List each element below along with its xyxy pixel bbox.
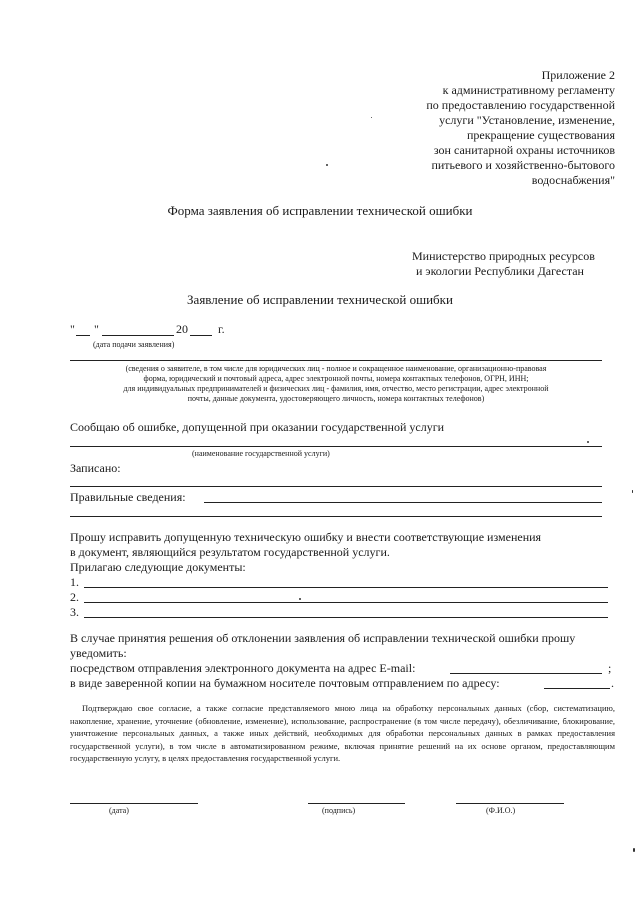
scan-speck (587, 441, 589, 443)
applicant-caption-line: для индивидуальных предпринимателей и физических лиц - фамилия, имя, отчество, место регистрации, адрес электронной (123, 384, 549, 393)
attachment-number: 1. (70, 575, 79, 589)
post-end: . (611, 676, 614, 690)
rejection-line: уведомить: (70, 646, 127, 660)
service-name-caption: (наименование государственной услуги) (192, 449, 330, 458)
request-line: Прошу исправить допущенную техническую ошибку и внести соответствующие изменения (70, 530, 542, 544)
scan-speck (326, 164, 328, 166)
scan-speck (632, 490, 633, 493)
scan-speck (299, 598, 301, 600)
written-label: Записано: (70, 461, 121, 475)
attachment-field-1[interactable] (84, 587, 608, 588)
attachment-field-2[interactable] (84, 602, 608, 603)
form-title: Форма заявления об исправлении технической ошибки (167, 203, 473, 218)
rejection-block (70, 631, 620, 661)
year-suffix: г. (218, 322, 225, 336)
correct-field-2[interactable] (70, 516, 602, 517)
appendix-line: прекращение существования (466, 128, 615, 142)
fio-caption: (Ф.И.О.) (486, 806, 516, 815)
signature-caption: (подпись) (322, 806, 356, 815)
post-address-field[interactable] (544, 688, 610, 689)
appendix-line: к административному регламенту (442, 83, 615, 97)
post-label: в виде заверенной копии на бумажном носителе почтовым отправлением по адресу: (70, 676, 500, 690)
attachment-list (70, 575, 615, 620)
appendix-line: услуги "Установление, изменение, (439, 113, 615, 127)
attachment-number: 3. (70, 605, 79, 619)
email-label: посредством отправления электронного документа на адрес E-mail: (70, 661, 416, 675)
applicant-field[interactable] (70, 360, 602, 361)
correct-label: Правильные сведения: (70, 490, 186, 504)
post-row (70, 676, 620, 691)
date-signature-caption: (дата) (109, 806, 129, 815)
service-name-field[interactable] (70, 446, 602, 447)
correct-field-1[interactable] (204, 502, 602, 503)
quote-open: " (70, 322, 75, 336)
attachment-field-3[interactable] (84, 617, 608, 618)
applicant-caption-line: форма, юридический и почтовый адреса, адрес электронной почты, номера контактных телефонов, ОГРН, ИНН; (143, 374, 529, 383)
appendix-line: питьевого и хозяйственно-бытового (431, 158, 615, 172)
year-prefix: 20 (176, 322, 188, 336)
appendix-block (295, 68, 615, 188)
day-field[interactable] (76, 335, 90, 336)
request-line: в документ, являющийся результатом государственной услуги. (70, 545, 390, 559)
appendix-line: по предоставлению государственной (426, 98, 615, 112)
addressee-line: и экологии Республики Дагестан (416, 264, 584, 278)
signature-field[interactable] (308, 803, 405, 804)
error-report-text: Сообщаю об ошибке, допущенной при оказании государственной услуги (70, 420, 445, 434)
applicant-caption-line: почты, данные документа, удостоверяющего личность, номера контактных телефонов) (187, 394, 485, 403)
month-field[interactable] (102, 335, 174, 336)
statement-title: Заявление об исправлении технической ошибки (187, 292, 453, 307)
date-caption: (дата подачи заявления) (93, 340, 175, 349)
year-field[interactable] (190, 335, 212, 336)
written-field[interactable] (70, 486, 602, 487)
fio-field[interactable] (456, 803, 564, 804)
appendix-line: зон санитарной охраны источников (433, 143, 615, 157)
quote-close: " (94, 322, 99, 336)
addressee-line: Министерство природных ресурсов (412, 249, 595, 263)
attachment-number: 2. (70, 590, 79, 604)
consent-paragraph: Подтверждаю свое согласие, а также согласие представляемого мною лица на обработку персональных данных (сбор, систематизацию, накопление, хранение, уточнение (обновление, изменение), использование, распространение (в том числе передачу), обезличивание, блокирование, уничтожение персональных данных, а также иных действий, необходимых для обработки персональных данных в рамках предоставления государственной услуги), в том числе в автоматизированном режиме, включая принятие решений на их основе органом, предоставляющим государственную услугу, в целях предоставления государственной услуги. (70, 703, 615, 763)
scan-speck (371, 117, 372, 118)
appendix-line: водоснабжения" (531, 173, 615, 187)
rejection-line: В случае принятия решения об отклонении заявления об исправлении технической ошибки прошу (70, 631, 576, 645)
addressee (412, 249, 632, 279)
applicant-caption (62, 364, 610, 404)
scan-speck (633, 848, 635, 852)
applicant-caption-line: (сведения о заявителе, в том числе для юридических лиц - полное и сокращенное наименование, организационно-правовая (125, 364, 547, 373)
date-row (70, 322, 270, 338)
email-field[interactable] (450, 673, 602, 674)
date-signature-field[interactable] (70, 803, 198, 804)
email-row (70, 661, 620, 676)
request-block (70, 530, 610, 575)
appendix-line: Приложение 2 (541, 68, 615, 82)
attach-label: Прилагаю следующие документы: (70, 560, 246, 574)
email-end: ; (608, 661, 612, 675)
